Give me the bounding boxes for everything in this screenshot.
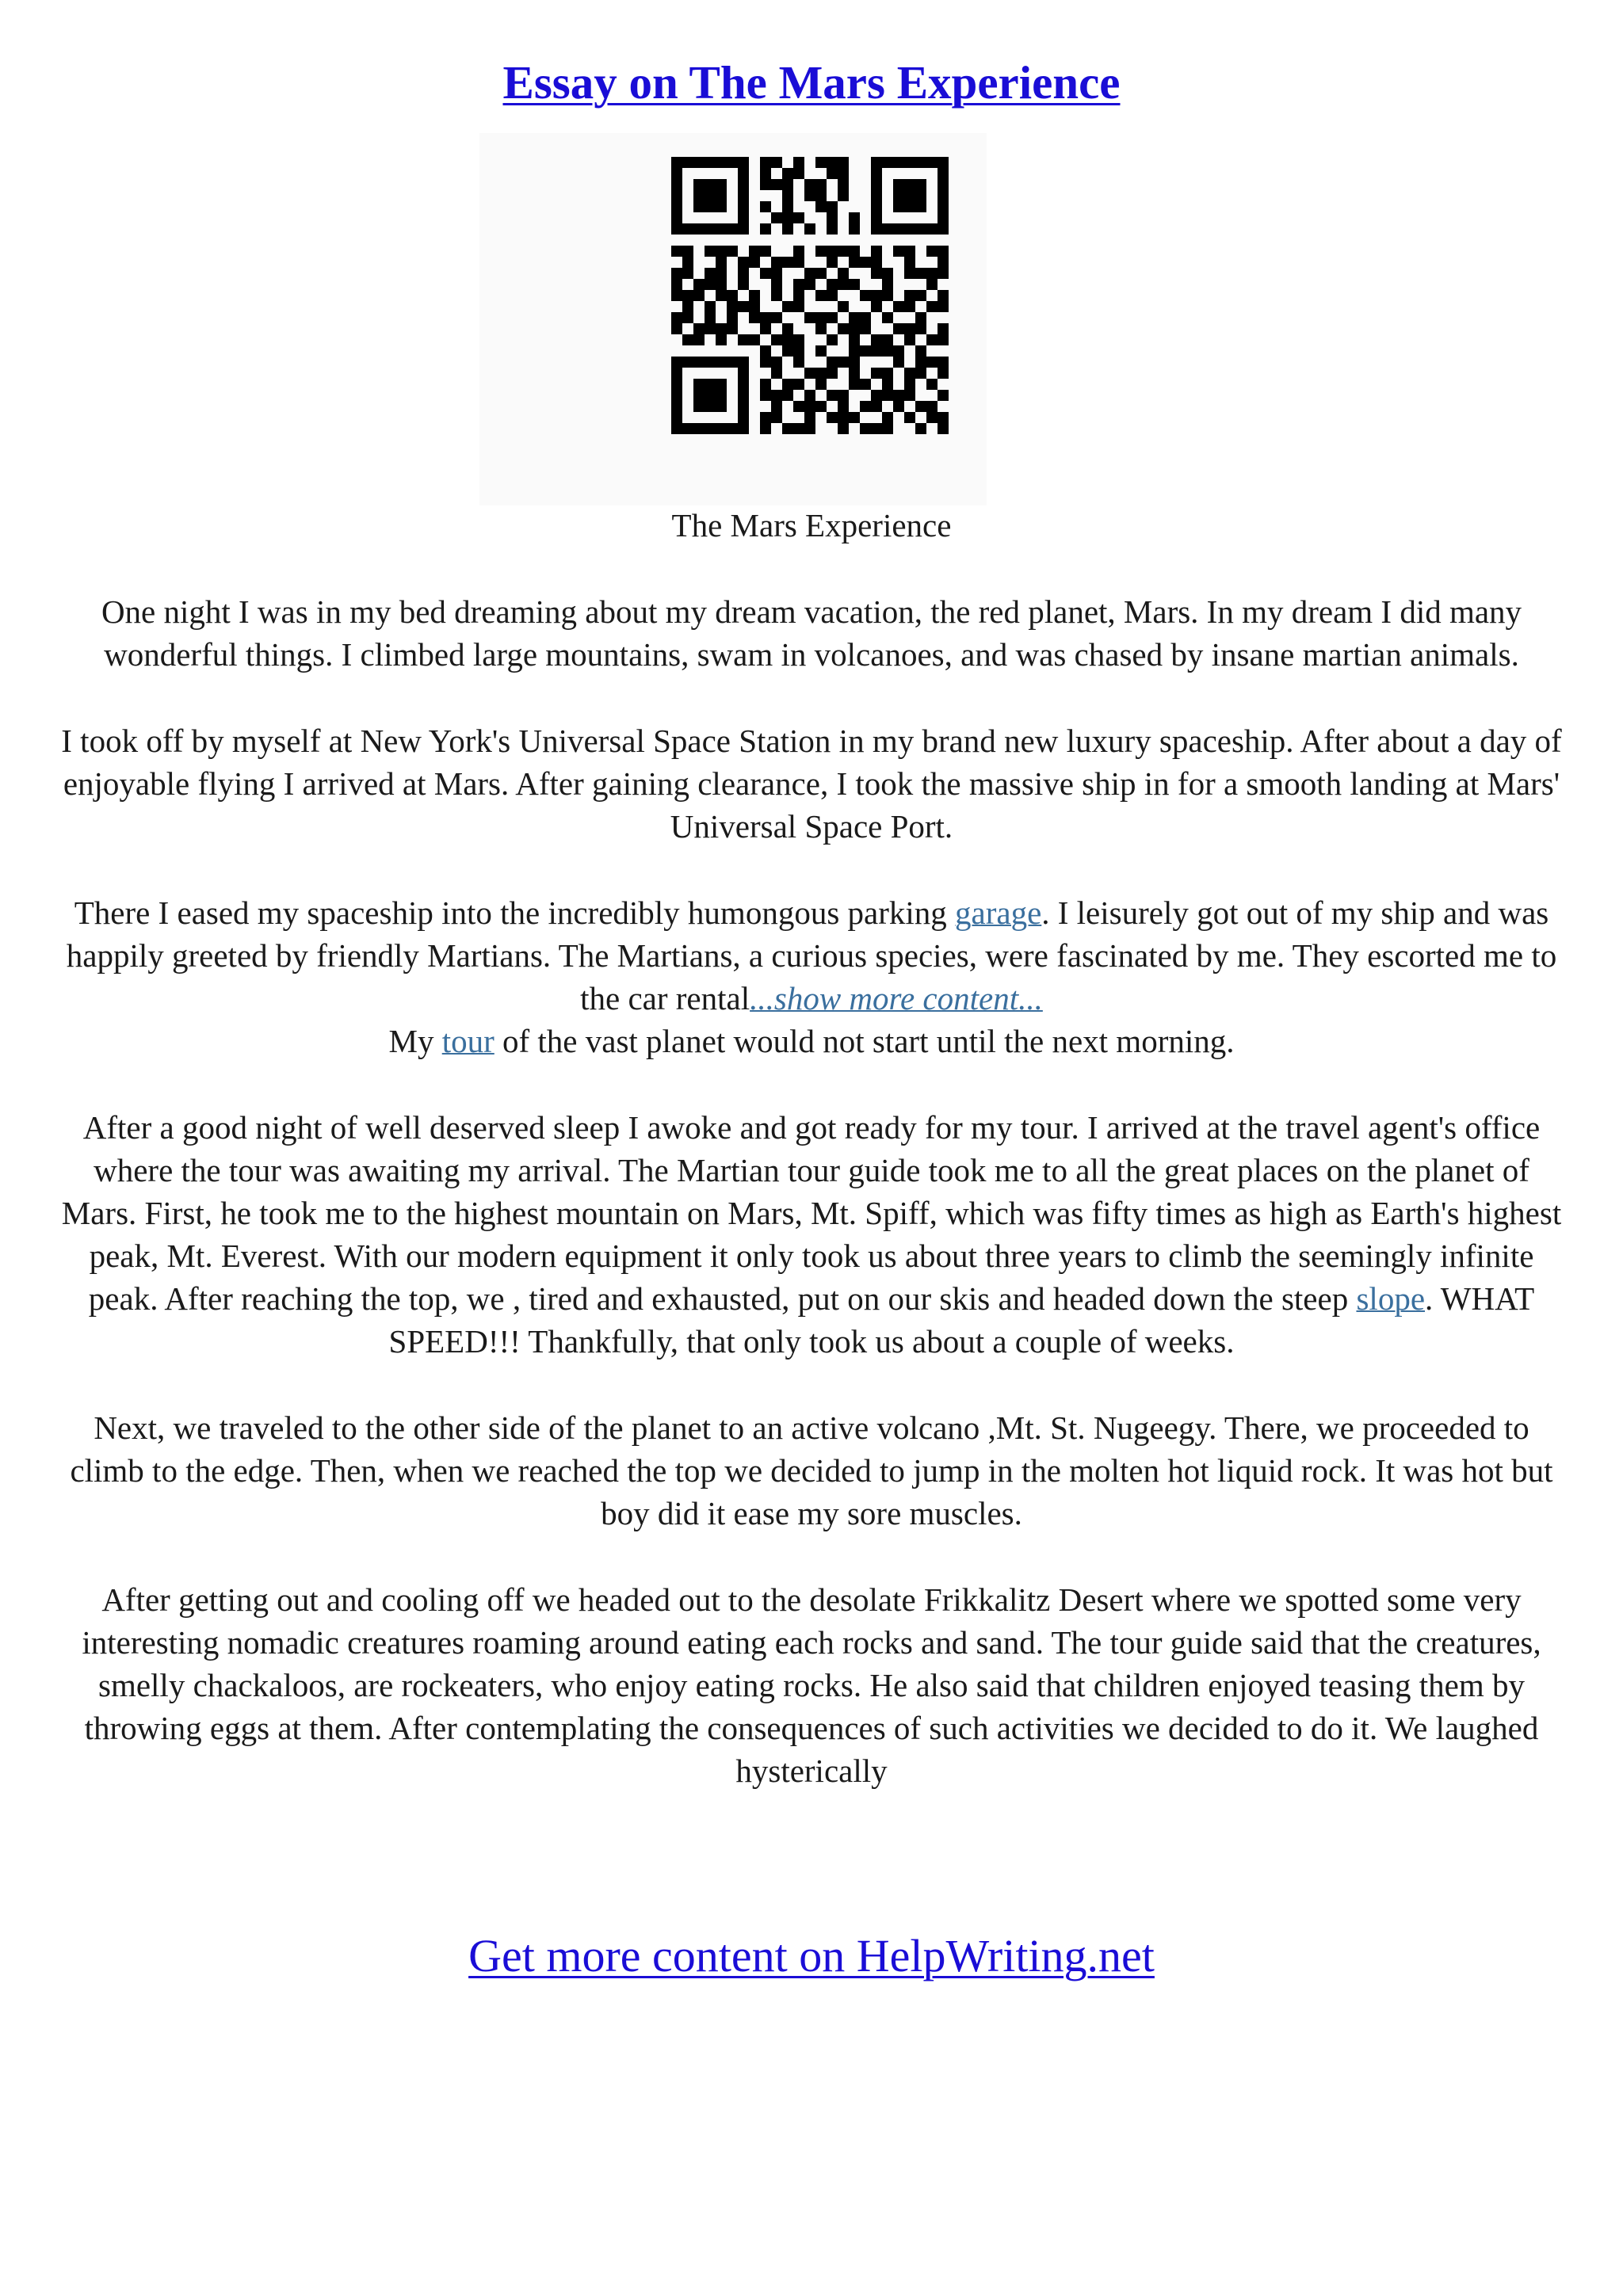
paragraph-3-text-b: . I leisurely got out of my ship and was happily greeted by friendly Martians. The Martians, a curious species, were fascinated by me. They escorted me to the car rental	[66, 894, 1557, 1016]
paragraph-1: One night I was in my bed dreaming about my dream vacation, the red planet, Mars. In my dream I did many wonderful things. I climbed large mountains, swam in volcanoes, and was chased by insane martian animals.	[101, 593, 1522, 673]
paragraph-4-text-a: My	[388, 1023, 442, 1059]
show-more-link[interactable]: ...show more content...	[750, 980, 1043, 1016]
title-link[interactable]: Essay on The Mars Experience	[502, 56, 1121, 109]
paragraph-5-text-a: After a good night of well deserved sleep I awoke and got ready for my tour. I arrived at the travel agent's office where the tour was awaiting my arrival. The Martian tour guide took me to all the great places on the planet of Mars. First, he took me to the highest mountain on Mars, Mt. Spiff, which was fifty times as high as Earth's highest peak, Mt. Everest. With our modern equipment it only took us about three years to climb the seemingly infinite peak. After reaching the top, we , tired and exhausted, put on our skis and headed down the steep	[61, 1109, 1562, 1317]
qr-code-panel	[479, 133, 987, 505]
link-slope[interactable]: slope	[1356, 1280, 1426, 1317]
paragraph-6: Next, we traveled to the other side of the planet to an active volcano ,Mt. St. Nugeegy. There, we proceeded to climb to the edge. Then, when we reached the top we decided to jump in the molten hot liquid rock. It was hot but boy did it ease my sore muscles.	[70, 1409, 1553, 1531]
link-tour[interactable]: tour	[441, 1023, 495, 1059]
footer-link-container	[0, 1928, 1623, 1984]
paragraph-3	[55, 891, 1568, 1020]
paragraph-3-text-a: There I eased my spaceship into the incredibly humongous parking	[74, 894, 956, 931]
paragraph-2: I took off by myself at New York's Universal Space Station in my brand new luxury spaceship. After about a day of enjoyable flying I arrived at Mars. After gaining clearance, I took the massive ship in for a smooth landing at Mars' Universal Space Port.	[61, 723, 1562, 845]
paragraph-5-text-b: . WHAT SPEED!!! Thankfully, that only took us about a couple of weeks.	[388, 1280, 1535, 1360]
document-title	[0, 54, 1623, 111]
paragraph-5	[55, 1106, 1568, 1363]
essay-body	[55, 504, 1568, 1836]
link-garage[interactable]: garage	[955, 894, 1042, 931]
get-more-content-link[interactable]: Get more content on HelpWriting.net	[468, 1930, 1155, 1981]
qr-code-icon	[671, 157, 949, 434]
paragraph-4-text-b: of the vast planet would not start until the next morning.	[494, 1023, 1235, 1059]
paragraph-4	[55, 1020, 1568, 1062]
essay-heading: The Mars Experience	[671, 507, 952, 543]
paragraph-7: After getting out and cooling off we headed out to the desolate Frikkalitz Desert where we spotted some very interesting nomadic creatures roaming around eating each rocks and sand. The tour guide said that the creatures, smelly chackaloos, are rockeaters, who enjoy eating rocks. He also said that children enjoyed teasing them by throwing eggs at them. After contemplating the consequences of such activities we decided to do it. We laughed hysterically	[82, 1581, 1541, 1789]
